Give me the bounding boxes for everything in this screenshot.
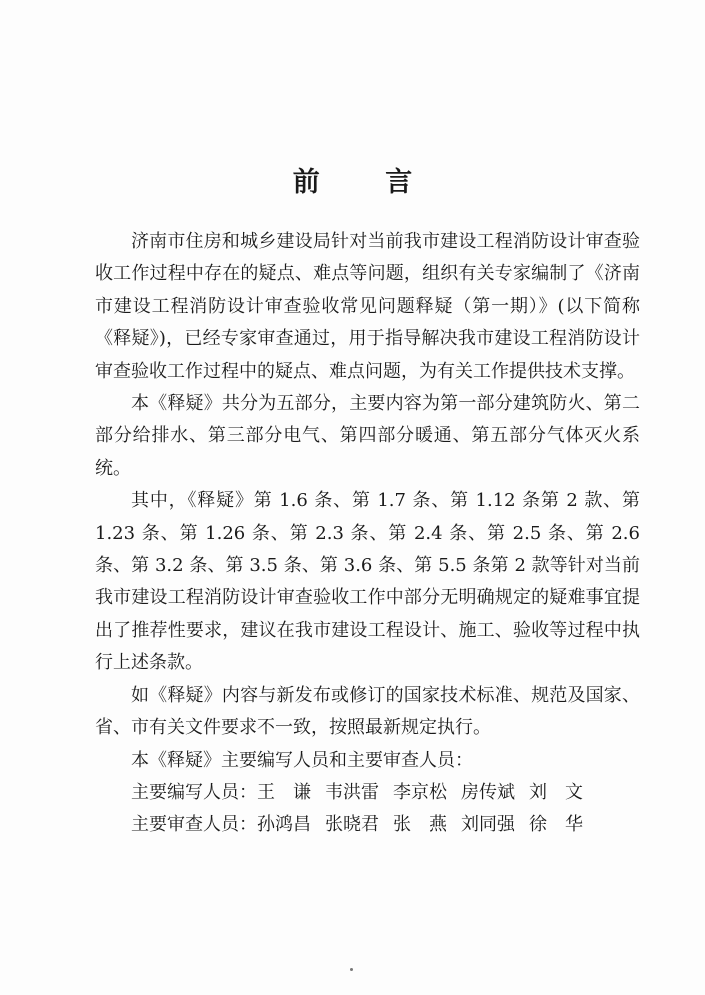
paragraph-personnel-intro: 本《释疑》主要编写人员和主要审查人员： <box>131 749 473 771</box>
reviewer-name: 刘同强 <box>461 814 515 836</box>
page-title: 前 言 <box>292 167 441 198</box>
authors-label: 主要编写人员： <box>131 781 257 803</box>
paragraph-intro: 济南市住房和城乡建设局针对当前我市建设工程消防设计审查验收工作过程中存在的疑点、难点等问题，组织有关专家编制了《济南市建设工程消防设计审查验收常见问题释疑（第一期）》(以下简称《释疑》)，已经专家审查通过，用于指导解决我市建设工程消防设计审查验收工作过程中的疑点、难点问题，为有关工作提供技术支撑。 <box>95 231 640 382</box>
reviewers-line <box>95 809 640 841</box>
reviewers-label: 主要审查人员： <box>131 814 257 836</box>
authors-line <box>95 777 640 809</box>
reviewer-name: 孙鸿昌 <box>257 814 311 836</box>
document-body <box>95 226 640 842</box>
author-name: 王 谦 <box>257 781 311 803</box>
paragraph-precedence: 如《释疑》内容与新发布或修订的国家技术标准、规范及国家、省、市有关文件要求不一致，按照最新规定执行。 <box>95 684 640 739</box>
author-name: 房传斌 <box>461 781 515 803</box>
paragraph-structure: 本《释疑》共分为五部分，主要内容为第一部分建筑防火、第二部分给排水、第三部分电气、第四部分暖通、第五部分气体灭火系统。 <box>95 393 640 479</box>
author-name: 刘 文 <box>529 781 583 803</box>
paragraph-recommended-clauses: 其中，《释疑》第 1.6 条、第 1.7 条、第 1.12 条第 2 款、第 1.23 条、第 1.26 条、第 2.3 条、第 2.4 条、第 2.5 条、第 2.6 条、第 3.2 条、第 3.5 条、第 3.6 条、第 5.5 条第 2 款等针对当前我市建设工程消防设计审查验收工作中部分无明确规定的疑难事宜提出了推荐性要求，建议在我市建设工程设计、施工、验收等过程中执行上述条款。 <box>95 490 640 674</box>
reviewer-name: 张晓君 <box>325 814 379 836</box>
reviewer-name: 张 燕 <box>393 814 447 836</box>
scan-speck <box>350 968 353 971</box>
author-name: 李京松 <box>393 781 447 803</box>
author-name: 韦洪雷 <box>325 781 379 803</box>
reviewer-name: 徐 华 <box>529 814 583 836</box>
